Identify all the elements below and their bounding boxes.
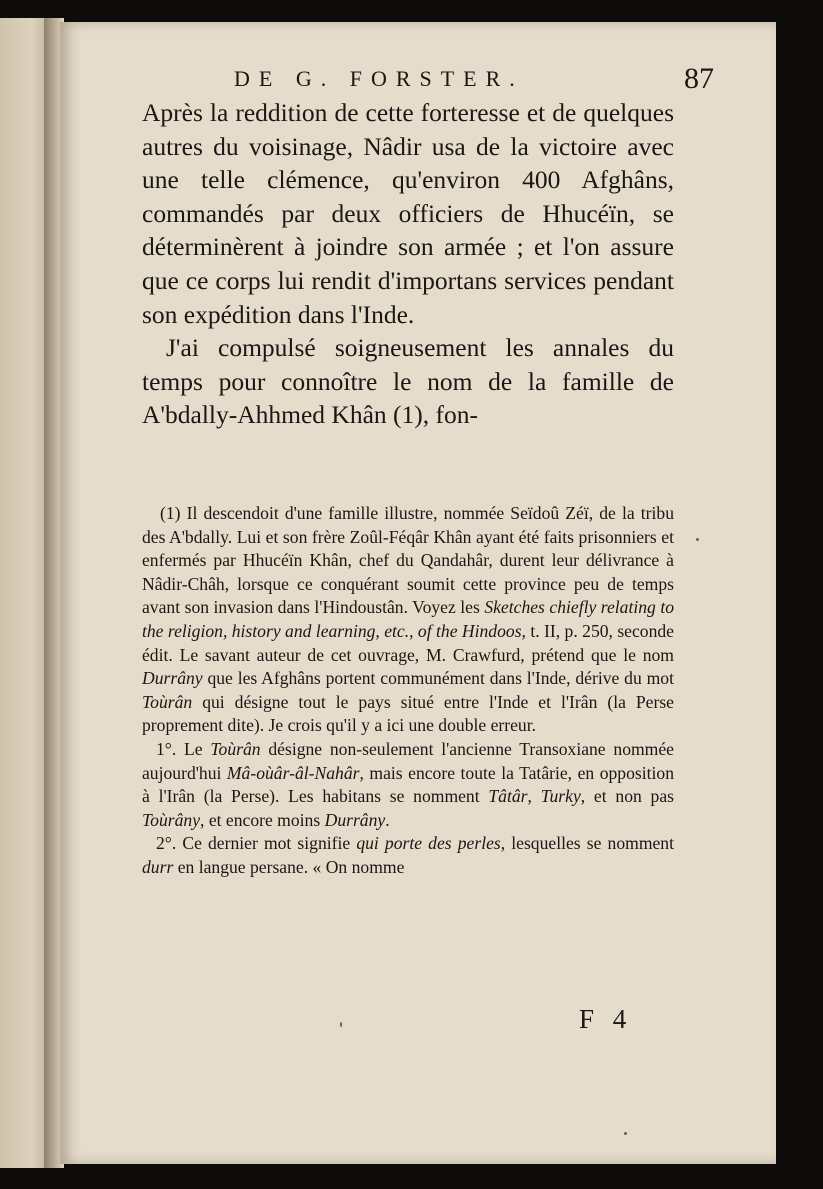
paragraph: Après la reddition de cette forteresse et de quelques autres du voisinage, Nâdir usa de la victoire avec une telle clémence, qu'environ 400 Afghâns, commandés par deux officiers de Hhucéïn, se déterminèrent à joindre son armée ; et l'on assure que ce corps lui rendit d'importans services pendant son expédition dans l'Inde. — [142, 98, 674, 329]
book-page — [60, 22, 776, 1164]
footnote-point-1: 1°. Le Toùrân désigne non-seulement l'ancienne Transoxiane nommée aujourd'hui Mâ-oùâr-âl-Nahâr, mais encore toute la Tatârie, en opposition à l'Irân (la Perse). Les habitans se nomment Tâtâr, Turky, et non pas Toùrâny, et encore moins Durrâny. — [142, 738, 675, 830]
paragraph: J'ai compulsé soigneusement les annales du temps pour connoître le nom de la famille de A'bdally-Ahhmed Khân (1), fon- — [142, 333, 674, 430]
footnote-1: (1) Il descendoit d'une famille illustre, nommée Seïdoû Zéï, de la tribu des A'bdally. Lui et son frère Zoûl-Féqâr Khân ayant été faits prisonniers et enfermés par Hhucéïn Khân, chef du Qandahâr, durent leur délivrance à Nâdir-Châh, lorsque ce conquérant soumit cette province peu de temps avant son invasion dans l'Hindoustân. Voyez les Sketches chiefly relating to the religion, history and learning, etc., of the Hindoos, t. II, p. 250, seconde édit. Le savant auteur de cet ouvrage, M. Crawfurd, prétend que le nom Durrâny que les Afghâns portent communément dans l'Inde, dérive du mot Toùrân qui désigne tout le pays situé entre l'Inde et l'Irân (la Perse proprement dite). Je crois qu'il y a ici une double erreur. — [142, 503, 675, 736]
page-number: 87 — [684, 62, 714, 95]
paper-speck — [696, 538, 699, 541]
running-header — [234, 62, 714, 93]
running-title: DE G. FORSTER. — [234, 66, 524, 91]
footnotes — [142, 502, 674, 880]
main-text — [142, 96, 674, 432]
paper-speck — [624, 1132, 627, 1135]
signature-mark: F 4 — [579, 1004, 633, 1034]
paper-speck — [340, 1022, 342, 1027]
footnote-point-2: 2°. Ce dernier mot signifie qui porte des perles, lesquelles se nomment durr en langue persane. « On nomme — [142, 833, 674, 877]
